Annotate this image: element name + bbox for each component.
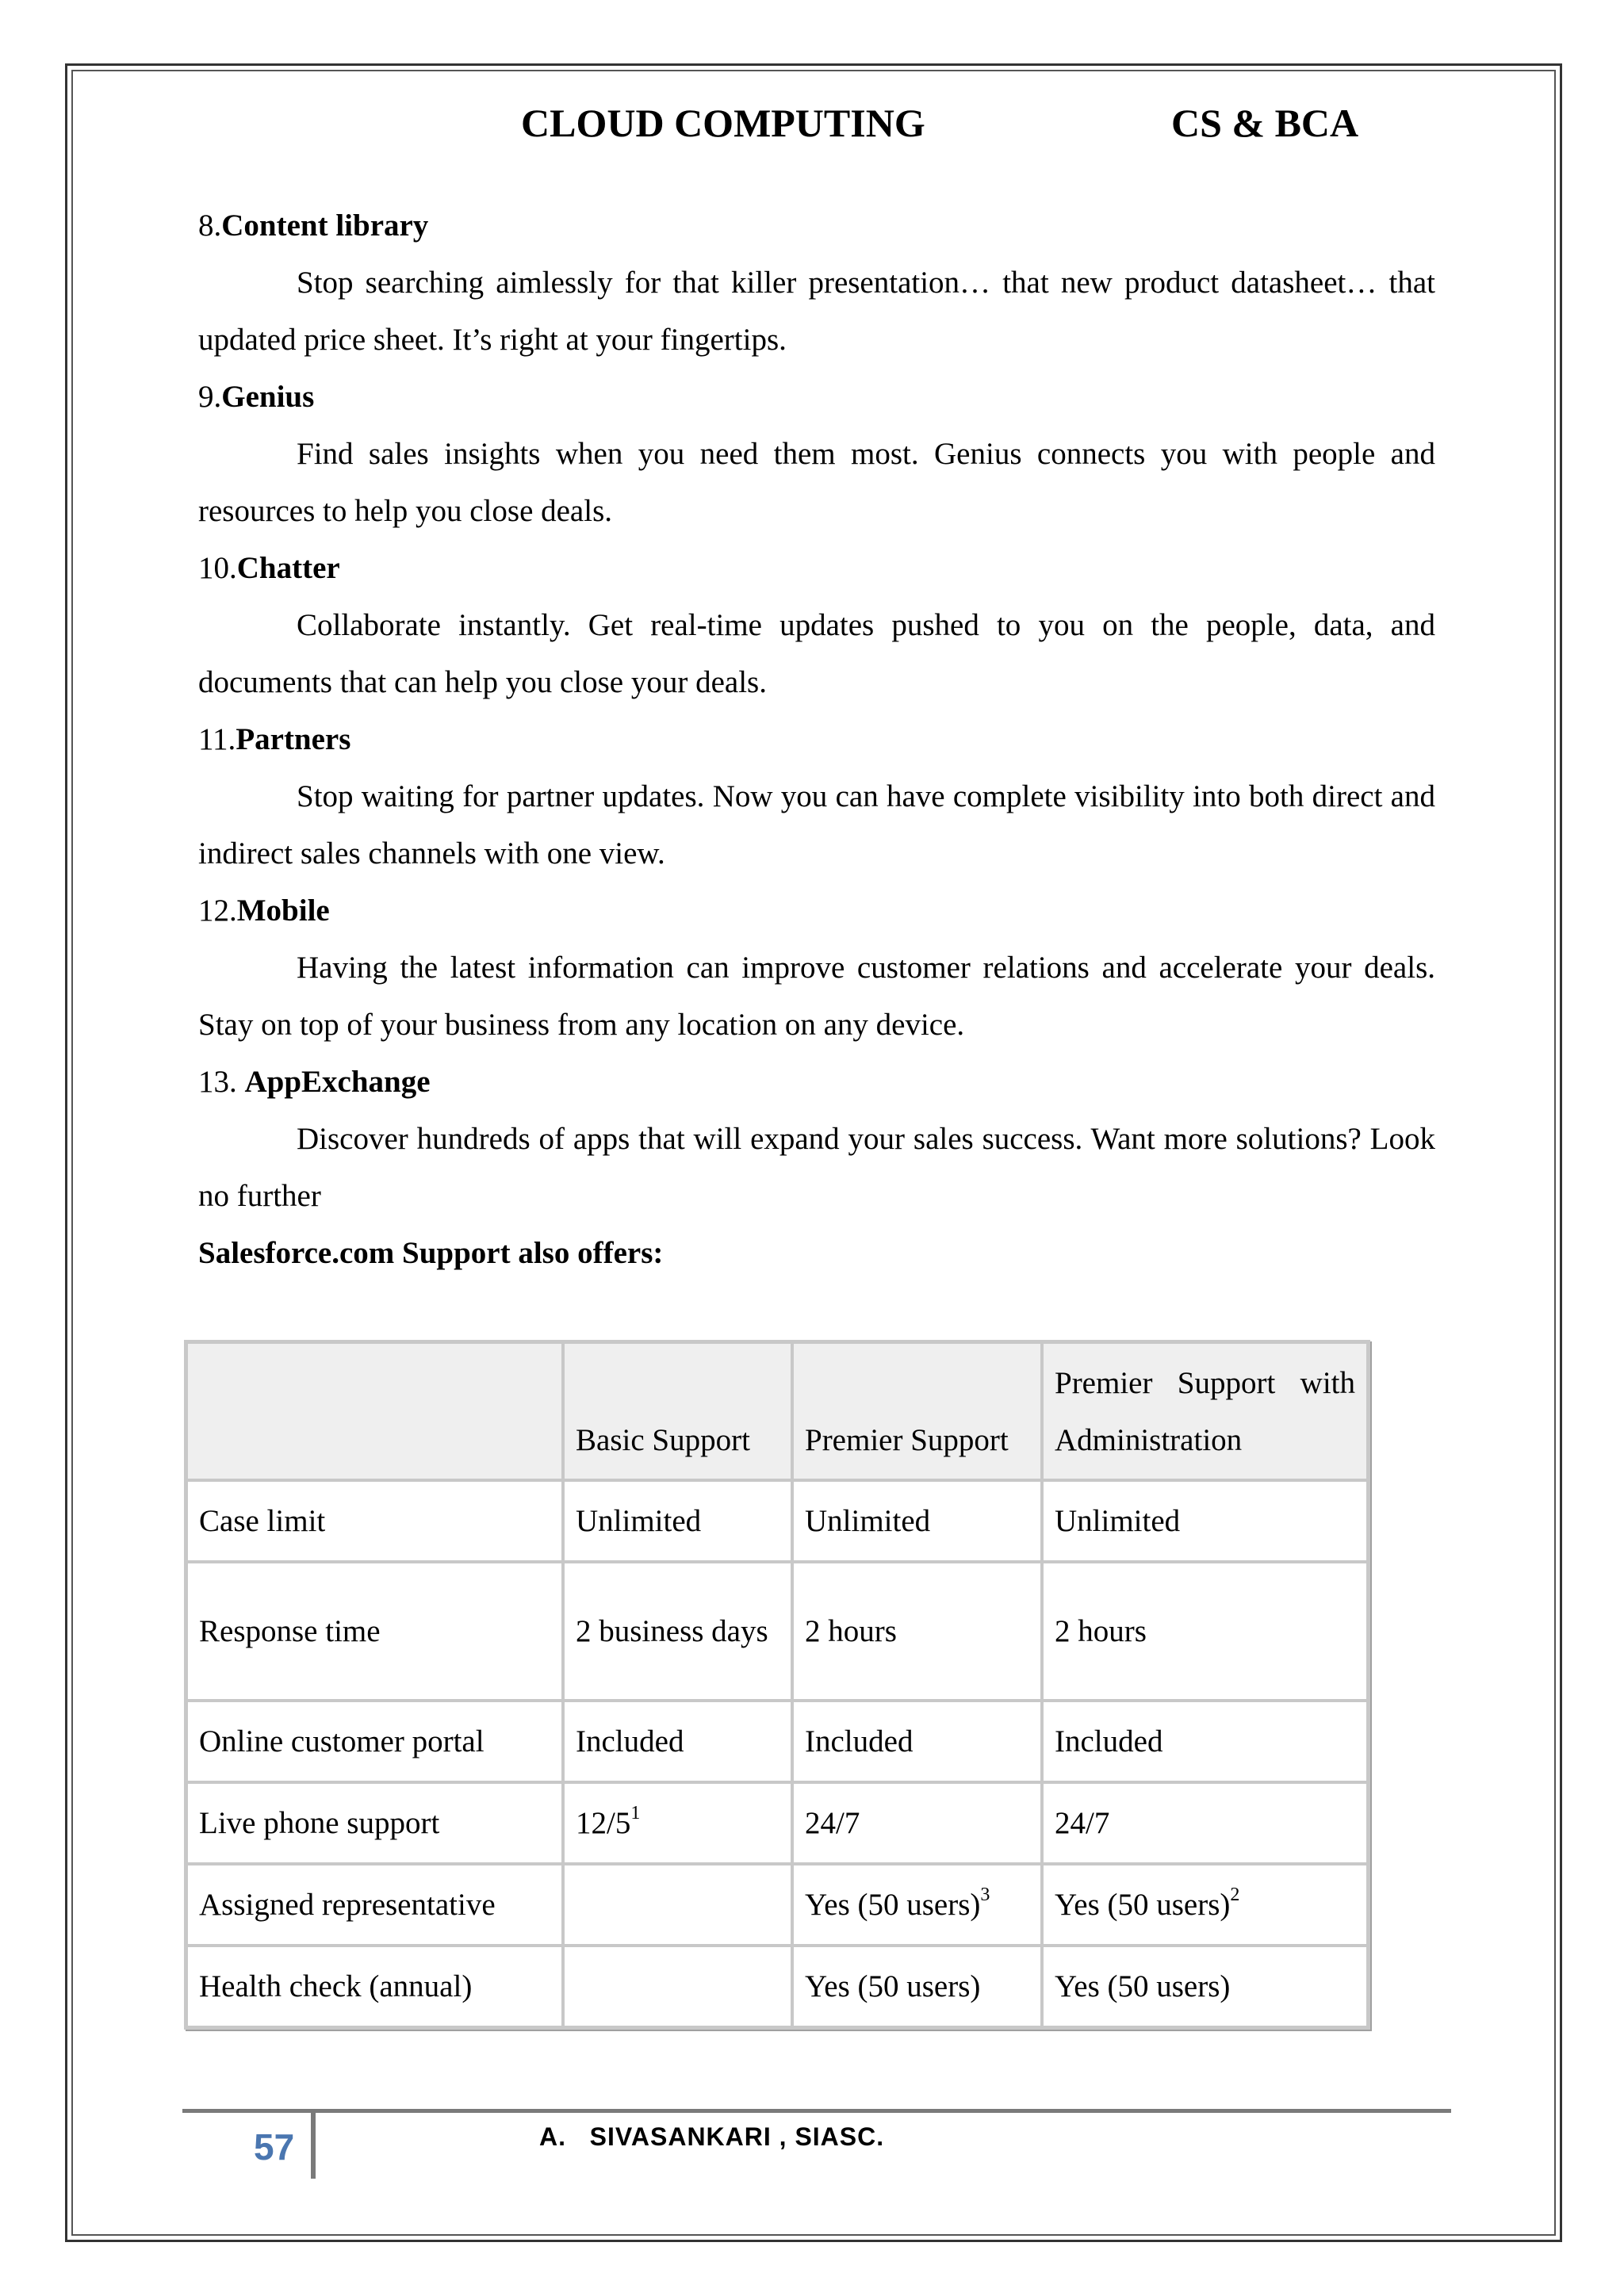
- table-cell: Yes (50 users)$^2$: [1042, 1864, 1368, 1946]
- section-text: Collaborate instantly. Get real-time updates pushed to you on the people, data, and documents that can help you close your deals.: [198, 608, 1435, 699]
- table-header-cell: Premier Support with Administration: [1042, 1342, 1368, 1480]
- offers-heading: Salesforce.com Support also offers:: [198, 1236, 664, 1270]
- page-number-divider: [311, 2109, 316, 2179]
- section-text: Stop searching aimlessly for that killer presentation… that new product datasheet… that updated price sheet. It’s right at your fingertips.: [198, 266, 1435, 357]
- table-cell: 24/7: [792, 1782, 1042, 1864]
- footnote-marker: 3: [980, 1884, 990, 1905]
- page-number: 57: [254, 2126, 295, 2168]
- table-cell: Yes (50 users)$^3$: [792, 1864, 1042, 1946]
- table-cell: 24/7: [1042, 1782, 1368, 1864]
- table-cell: Unlimited: [792, 1480, 1042, 1562]
- table-cell: Yes (50 users): [1042, 1946, 1368, 2027]
- section-text: Having the latest information can improve customer relations and accelerate your deals. Stay on top of your business from any location on any device.: [198, 951, 1435, 1042]
- footnote-marker: 1: [630, 1802, 641, 1823]
- section-text: Stop waiting for partner updates. Now you can have complete visibility into both direct and indirect sales channels with one view.: [198, 779, 1435, 871]
- table-cell: Case limit: [186, 1480, 563, 1562]
- page-body: [198, 197, 1435, 1282]
- table-cell: Online customer portal: [186, 1701, 563, 1782]
- table-cell: Included: [792, 1701, 1042, 1782]
- section-heading: 9.Genius: [198, 380, 315, 414]
- section-heading: 10.Chatter: [198, 551, 340, 585]
- table-row: [186, 1701, 1368, 1782]
- table-cell: Unlimited: [1042, 1480, 1368, 1562]
- table-header-cell: Premier Support: [792, 1342, 1042, 1480]
- section-heading: 8.Content library: [198, 209, 429, 243]
- footnote-marker: 2: [1230, 1884, 1240, 1905]
- table-cell: [563, 1864, 792, 1946]
- table-cell: Unlimited: [563, 1480, 792, 1562]
- table-cell: Health check (annual): [186, 1946, 563, 2027]
- table-cell: Live phone support: [186, 1782, 563, 1864]
- section-text: Find sales insights when you need them most. Genius connects you with people and resources to help you close deals.: [198, 437, 1435, 528]
- section-heading: 13. AppExchange: [198, 1065, 431, 1099]
- table-cell: $12/5^1$: [563, 1782, 792, 1864]
- footer-divider: [182, 2109, 1451, 2113]
- table-cell: Response time: [186, 1562, 563, 1701]
- header-subject: CLOUD COMPUTING: [521, 101, 925, 145]
- table-cell: Yes (50 users): [792, 1946, 1042, 2027]
- support-comparison-table: [184, 1340, 1370, 2030]
- table-row: [186, 1782, 1368, 1864]
- table-header-cell: Basic Support: [563, 1342, 792, 1480]
- table-row: [186, 1864, 1368, 1946]
- table-cell: Included: [563, 1701, 792, 1782]
- table-cell: 2 hours: [1042, 1562, 1368, 1701]
- section-heading: 11.Partners: [198, 722, 351, 756]
- table-cell: 2 business days: [563, 1562, 792, 1701]
- table-cell: [563, 1946, 792, 2027]
- table-row: [186, 1562, 1368, 1701]
- table-row: [186, 1946, 1368, 2027]
- table-cell: 2 hours: [792, 1562, 1042, 1701]
- section-heading: 12.Mobile: [198, 894, 330, 928]
- table-cell: Assigned representative: [186, 1864, 563, 1946]
- header-course: CS & BCA: [1171, 101, 1359, 145]
- table-cell: Included: [1042, 1701, 1368, 1782]
- table-header-cell: [186, 1342, 563, 1480]
- section-text: Discover hundreds of apps that will expand your sales success. Want more solutions? Look no further: [198, 1122, 1435, 1213]
- table-row: [186, 1480, 1368, 1562]
- footer-author: A. SIVASANKARI , SIASC.: [539, 2122, 885, 2151]
- table-header-row: [186, 1342, 1368, 1480]
